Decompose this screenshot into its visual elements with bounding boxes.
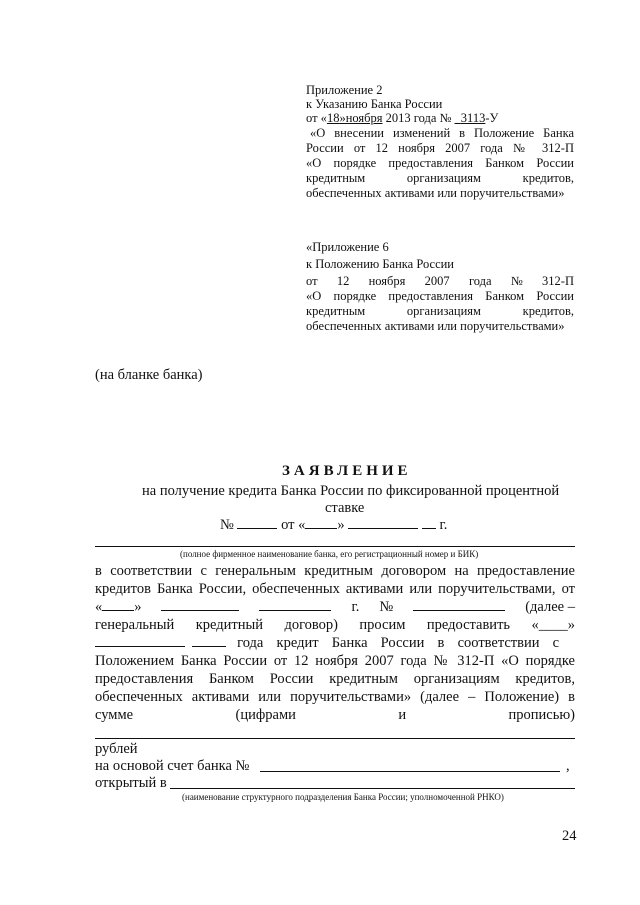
appendix2-para-line1: «О внесении изменений в Положение Банка [310,126,574,140]
subtitle-line1: на получение кредита Банка России по фиксированной процентной [142,483,560,499]
appendix6-line2: к Положению Банка России [306,257,454,271]
appendix6-para-line2: кредитным организациям кредитов, [306,304,574,318]
body-line7: предоставления Банком России кредитным организациям кредитов, [95,671,575,687]
body-line3: « » г. № (далее – [95,599,575,615]
appendix6-line1: «Приложение 6 [306,240,389,254]
appendix2-para-line2: России от 12 ноября 2007 года № 312-П [306,141,574,155]
appendix2-para-line5: обеспеченных активами или поручительствами» [306,186,565,200]
appendix2-para-line3: «О порядке предоставления Банком России [306,156,574,170]
document-title: ЗАЯВЛЕНИЕ [282,463,412,479]
appendix2-para-line4: кредитным организациям кредитов, [306,171,574,185]
body-line2: кредитов Банка России, обеспеченных активами или поручительствами, от [95,581,575,597]
body-line8: обеспеченных активами или поручительствами» (далее – Положение) в [95,689,575,705]
account-comma: , [566,758,570,774]
appendix6-para-line3: обеспеченных активами или поручительствами» [306,319,565,333]
appendix6-date-line: от 12 ноября 2007 года № 312-П [306,274,574,288]
body-line9: сумме (цифрами и прописью) [95,707,575,723]
blank-note: (на бланке банка) [95,367,203,383]
amount-field[interactable] [95,738,575,739]
appendix2-date-line: от «18»ноября 2013 года № 3113-У [306,111,499,125]
account-label: на основой счет банка № [95,758,250,774]
body-line6: Положением Банка России от 12 ноября 2007 года № 312-П «О порядке [95,653,575,669]
application-number-line: № от « » г. [220,517,448,533]
appendix2-line2: к Указанию Банка России [306,97,443,111]
opened-label: открытый в [95,775,167,791]
appendix2-line1: Приложение 2 [306,83,383,97]
body-line1: в соответствии с генеральным кредитным договором на предоставление [95,563,575,579]
body-line5: года кредит Банка России в соответствии с [95,634,559,652]
page-number: 24 [562,828,577,844]
body-line4: генеральный кредитный договор) просим предоставить «____» [95,617,575,633]
division-field[interactable] [170,788,575,789]
account-number-field[interactable] [260,771,560,772]
subtitle-line2: ставке [325,500,365,516]
appendix6-para-line1: «О порядке предоставления Банком России [306,289,574,303]
bank-name-field[interactable] [95,546,575,547]
division-caption: (наименование структурного подразделения Банка России; уполномоченной РНКО) [182,792,504,802]
rubles-label: рублей [95,741,138,757]
bank-name-caption: (полное фирменное наименование банка, его регистрационный номер и БИК) [180,549,479,559]
